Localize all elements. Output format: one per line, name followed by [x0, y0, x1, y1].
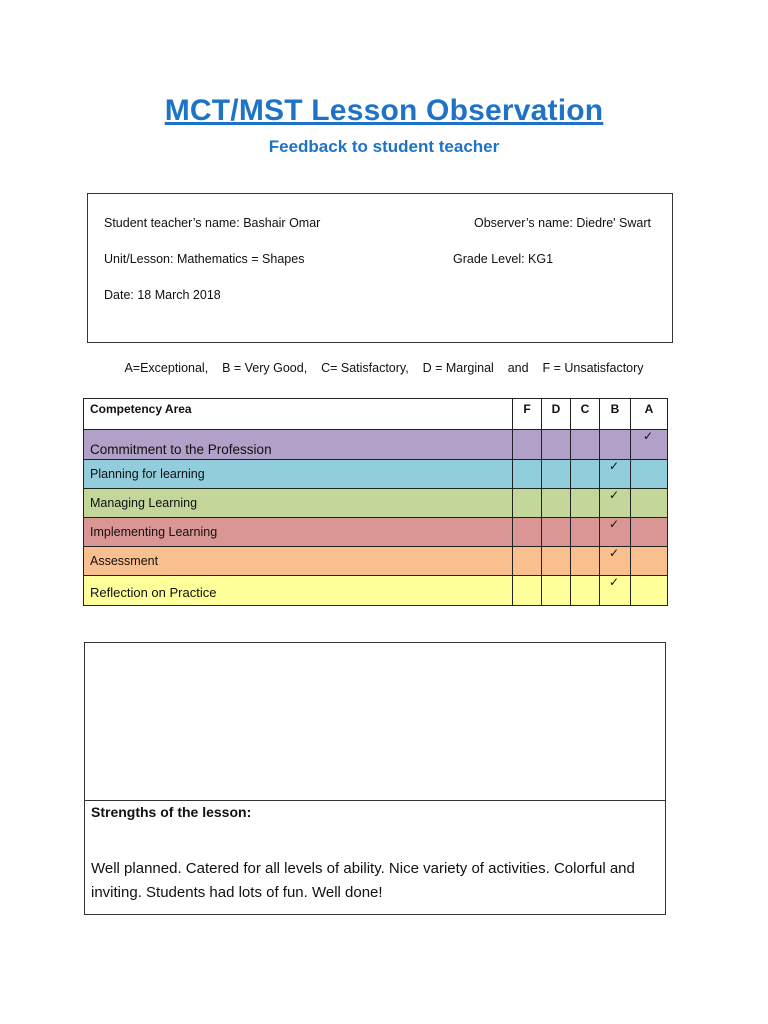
grade-cell-a — [631, 460, 668, 489]
grade-cell-b — [600, 576, 631, 606]
strengths-text: Well planned. Catered for all levels of ability. Nice variety of activities. Colorful and inviting. Students had lots of fun. Well done! — [91, 860, 635, 901]
grade-cell-b — [600, 430, 631, 460]
competency-row — [84, 547, 668, 576]
grade-cell-d — [542, 547, 571, 576]
competency-label: Managing Learning — [84, 489, 513, 518]
grade-cell-f — [513, 460, 542, 489]
competency-label: Assessment — [84, 547, 513, 576]
grade-cell-d — [542, 430, 571, 460]
competency-label: Implementing Learning — [84, 518, 513, 547]
competency-row — [84, 489, 668, 518]
grade-level: Grade Level: KG1 — [453, 252, 554, 266]
grade-cell-d — [542, 518, 571, 547]
competency-row — [84, 576, 668, 606]
grade-cell-d — [542, 460, 571, 489]
strengths-heading: Strengths of the lesson: — [91, 804, 252, 820]
grade-cell-b — [600, 489, 631, 518]
competency-row — [84, 460, 668, 489]
grade-cell-a — [631, 518, 668, 547]
checkmark-icon: ✓ — [609, 488, 620, 502]
grade-header-a: A — [631, 399, 668, 430]
grade-cell-c — [571, 489, 600, 518]
grade-cell-f — [513, 489, 542, 518]
competency-label: Planning for learning — [84, 460, 513, 489]
checkmark-icon: ✓ — [609, 575, 620, 589]
grade-cell-b — [600, 460, 631, 489]
grade-header-f: F — [513, 399, 542, 430]
grade-cell-b — [600, 518, 631, 547]
checkmark-icon: ✓ — [609, 459, 620, 473]
competency-row — [84, 430, 668, 460]
grade-cell-f — [513, 430, 542, 460]
observation-info-box — [87, 193, 673, 343]
feedback-box — [84, 642, 666, 915]
grade-cell-f — [513, 576, 542, 606]
grade-cell-c — [571, 460, 600, 489]
document-subtitle: Feedback to student teacher — [268, 137, 500, 156]
grade-cell-f — [513, 518, 542, 547]
grade-cell-d — [542, 576, 571, 606]
grade-cell-c — [571, 547, 600, 576]
table-header-row — [84, 399, 668, 430]
grade-cell-d — [542, 489, 571, 518]
grade-cell-a — [631, 576, 668, 606]
grade-header-d: D — [542, 399, 571, 430]
grade-cell-f — [513, 547, 542, 576]
competency-table — [83, 398, 668, 606]
grading-legend: A=Exceptional, B = Very Good, C= Satisfactory, D = Marginal and F = Unsatisfactory — [124, 361, 644, 375]
observation-date: Date: 18 March 2018 — [104, 288, 221, 302]
grade-header-c: C — [571, 399, 600, 430]
competency-label: Commitment to the Profession — [84, 430, 513, 460]
grade-cell-a — [631, 430, 668, 460]
student-teacher-name: Student teacher’s name: Bashair Omar — [104, 216, 321, 230]
checkmark-icon: ✓ — [609, 546, 620, 560]
checkmark-icon: ✓ — [643, 429, 654, 443]
competency-area-header: Competency Area — [84, 399, 513, 430]
grade-cell-c — [571, 576, 600, 606]
observer-name: Observer’s name: Diedre' Swart — [474, 216, 651, 230]
grade-cell-c — [571, 518, 600, 547]
competency-label: Reflection on Practice — [84, 576, 513, 606]
unit-lesson: Unit/Lesson: Mathematics = Shapes — [104, 252, 305, 266]
grade-header-b: B — [600, 399, 631, 430]
competency-row — [84, 518, 668, 547]
grade-cell-a — [631, 547, 668, 576]
grade-cell-c — [571, 430, 600, 460]
feedback-divider — [85, 800, 665, 801]
grade-cell-b — [600, 547, 631, 576]
checkmark-icon: ✓ — [609, 517, 620, 531]
grade-cell-a — [631, 489, 668, 518]
document-title: MCT/MST Lesson Observation — [164, 94, 604, 127]
